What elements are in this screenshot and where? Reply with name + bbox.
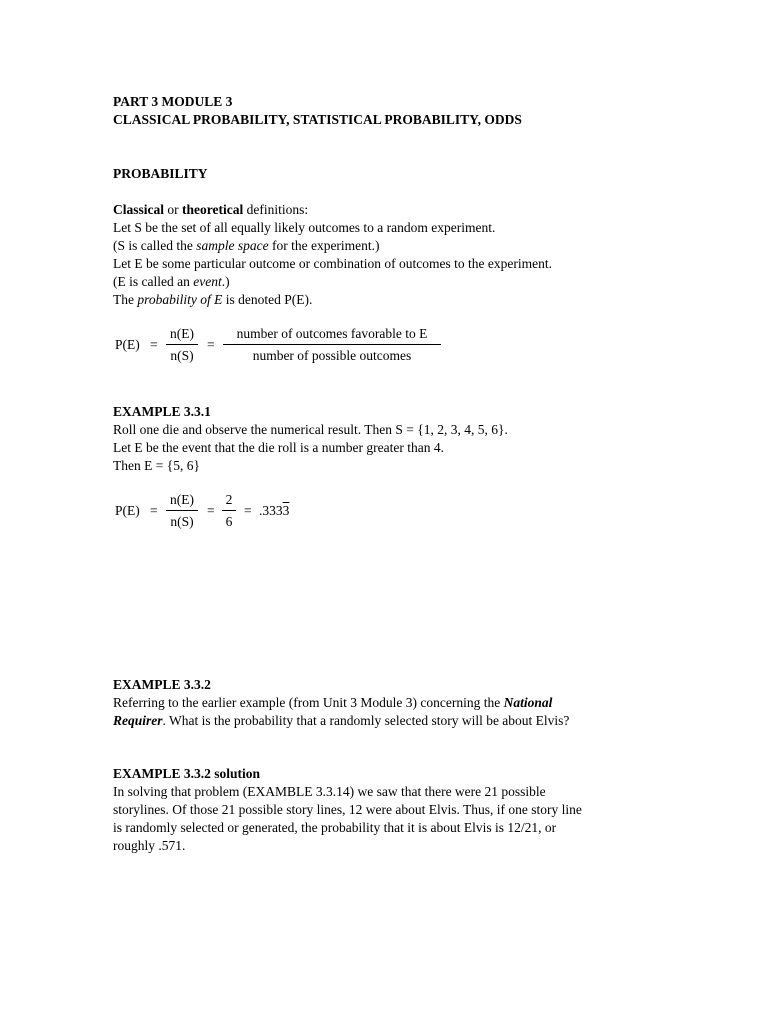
or-text: or [164, 202, 183, 217]
classical-label: Classical [113, 202, 165, 217]
formula1-denominator-1: n(S) [170, 348, 194, 363]
formula2-equals-3: = [244, 503, 252, 518]
definition-line-4-pre: (E is called an [113, 274, 194, 289]
definitions-intro [113, 201, 308, 219]
formula2-result-repeat: 3 [282, 503, 290, 518]
example2-line-1 [113, 694, 552, 712]
formula2-equals-1: = [150, 503, 158, 518]
formula1-fraction-2 [223, 325, 441, 365]
formula2-denominator-2: 6 [225, 514, 233, 529]
formula1-equals-2: = [207, 337, 215, 352]
example2-line-1-pre: Referring to the earlier example (from Unit 3 Module 3) concerning the [113, 695, 504, 710]
module-subtitle: CLASSICAL PROBABILITY, STATISTICAL PROBABILITY, ODDS [113, 112, 522, 127]
definition-line-4 [113, 273, 230, 291]
example1-line-3: Then E = {5, 6} [113, 458, 200, 473]
definition-line-1: Let S be the set of all equally likely outcomes to a random experiment. [113, 220, 496, 235]
definition-line-4-post: .) [221, 274, 230, 289]
definitions-text: definitions: [243, 202, 309, 217]
example1-line-2: Let E be the event that the die roll is a number greater than 4. [113, 440, 445, 455]
example2-heading: EXAMPLE 3.3.2 [113, 677, 211, 692]
theoretical-label: theoretical [182, 202, 244, 217]
sample-space-term: sample space [196, 238, 269, 253]
formula2-result [259, 502, 289, 520]
definition-line-2-pre: (S is called the [113, 238, 197, 253]
formula1-lhs: P(E) [115, 337, 140, 352]
solution-heading: EXAMPLE 3.3.2 solution [113, 766, 261, 781]
section-heading: PROBABILITY [113, 166, 208, 181]
example1-line-1: Roll one die and observe the numerical result. Then S = {1, 2, 3, 4, 5, 6}. [113, 422, 508, 437]
formula2-fraction-1 [166, 491, 198, 531]
formula2-denominator-1: n(S) [170, 514, 194, 529]
definition-line-5-pre: The [113, 292, 138, 307]
module-title: PART 3 MODULE 3 [113, 94, 233, 109]
formula1-denominator-2: number of possible outcomes [252, 348, 412, 363]
formula1-fraction-1 [166, 325, 198, 365]
solution-line-3: is randomly selected or generated, the probability that it is about Elvis is 12/21, or [113, 820, 557, 835]
formula1-equals-1: = [150, 337, 158, 352]
definition-line-2 [113, 237, 380, 255]
definition-line-5 [113, 291, 312, 309]
example2-line-2 [113, 712, 569, 730]
formula2-result-main: .333 [259, 503, 283, 518]
formula1-numerator-2: number of outcomes favorable to E [236, 326, 428, 341]
formula2-equals-2: = [207, 503, 215, 518]
definition-line-2-post: for the experiment.) [268, 238, 380, 253]
example1-heading: EXAMPLE 3.3.1 [113, 404, 211, 419]
formula2-numerator-1: n(E) [170, 492, 194, 507]
definition-line-5-post: is denoted P(E). [222, 292, 313, 307]
definition-line-3: Let E be some particular outcome or combination of outcomes to the experiment. [113, 256, 552, 271]
formula2-fraction-2 [222, 491, 236, 531]
formula1-numerator-1: n(E) [170, 326, 194, 341]
probability-of-e-term: probability of E [137, 292, 223, 307]
event-term: event [193, 274, 222, 289]
requirer-term: Requirer [113, 713, 163, 728]
example2-line-2-post: . What is the probability that a randomly selected story will be about Elvis? [162, 713, 570, 728]
solution-line-2: storylines. Of those 21 possible story lines, 12 were about Elvis. Thus, if one story line [113, 802, 582, 817]
formula2-numerator-2: 2 [225, 492, 233, 507]
solution-line-1: In solving that problem (EXAMBLE 3.3.14) we saw that there were 21 possible [113, 784, 546, 799]
formula2-lhs: P(E) [115, 503, 140, 518]
solution-line-4: roughly .571. [113, 838, 186, 853]
national-term: National [503, 695, 553, 710]
